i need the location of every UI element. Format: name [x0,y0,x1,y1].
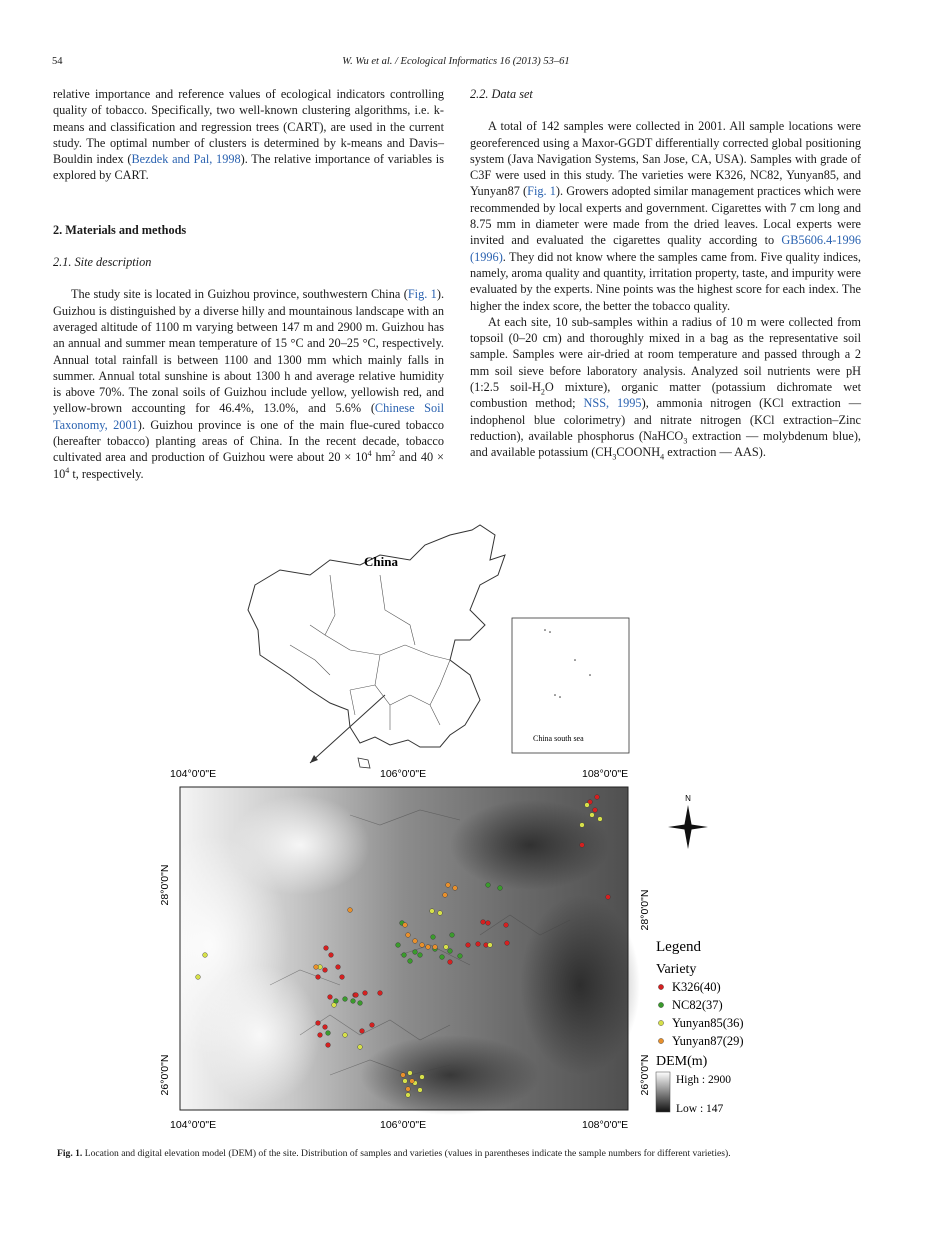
sample-point [358,1001,363,1006]
sample-point [598,817,603,822]
sample-point [326,1043,331,1048]
sample-point [498,886,503,891]
sample-point [430,909,435,914]
lon-label-bottom: 108°0'0"E [582,1119,629,1131]
journal-citation: W. Wu et al. / Ecological Informatics 16 (2013) 53–61 [342,56,570,67]
sample-point [332,1003,337,1008]
sample-point [406,1087,411,1092]
lat-label-right: 26°0'0"N [639,1054,651,1096]
sample-point [196,975,201,980]
sample-point [324,946,329,951]
sample-point [326,1031,331,1036]
dem-title: DEM(m) [656,1054,708,1069]
sample-point [348,908,353,913]
citation-link[interactable]: GB5606.4-1996 (1996) [470,233,861,264]
sample-point [446,883,451,888]
left-column [53,86,444,482]
sample-point [401,1073,406,1078]
sample-point [402,953,407,958]
sample-point [316,1021,321,1026]
sample-point [340,975,345,980]
sample-point [504,923,509,928]
sample-point [408,959,413,964]
legend-label: K326(40) [672,980,721,994]
sample-point [418,953,423,958]
sample-point [466,943,471,948]
variety-title: Variety [656,962,697,977]
sample-point [488,943,493,948]
data-set-paragraph: A total of 142 samples were collected in 2001. All sample locations were georeferenced using a Maxor-GGDT differentially corrected global positioning system (Java Navigation Systems, San Jose, CA, USA). Samples with grade of C3F were used in this study. The varieties were K326, NC82, Yunyan85, and Yunyan87 (Fig. 1). Growers adopted similar management practices which were recommended by local experts and government. Cigarettes with 7 cm long and 8.75 mm in diameter were made from the dried leaves. Local experts were invited and evaluated the cigarettes quality according to GB5606.4-1996 (1996). They did not know where the samples came from. Five quality indices, namely, aroma quality and quantity, irritation property, taste, and impurity were evaluated by the experts. Nine points was the highest score for each index. The higher the index score, the better the tobacco quality. [470,119,861,313]
sample-point [410,1079,415,1084]
figure-1-map [150,515,790,1140]
sample-point [406,1093,411,1098]
sample-point [505,941,510,946]
sample-point [343,1033,348,1038]
dem-high-label: High : 2900 [676,1074,731,1086]
dem-map [150,787,640,1115]
sample-point [450,933,455,938]
caption-text: Location and digital elevation model (DEM) of the site. Distribution of samples and varieties (values in parentheses indicate the sample numbers for different varieties). [82,1148,731,1159]
sample-point [420,1075,425,1080]
lon-label-top: 104°0'0"E [170,768,217,780]
right-column [470,86,861,461]
intro-paragraph: relative importance and reference values of ecological indicators controlling quality of tobacco. Specifically, two well-known clustering algorithms, i.e. k-means and classification and regression trees (CART), are used in the current study. The optimal number of clusters is determined by k-means and Davis–Bouldin index (Bezdek and Pal, 1998). The relative importance of variables is explored by CART. [53,87,444,183]
figure-label: Fig. 1. [57,1148,83,1159]
running-header [52,56,860,72]
figure-link[interactable]: Fig. 1 [527,184,556,199]
sample-point [360,1029,365,1034]
sample-point [486,883,491,888]
sample-point [431,935,436,940]
china-map [248,525,505,768]
sample-point [580,823,585,828]
citation-link[interactable]: Chinese Soil Taxonomy, 2001 [53,401,445,432]
sample-point [351,999,356,1004]
sample-point [343,997,348,1002]
sample-point [363,991,368,996]
sample-point [413,939,418,944]
legend-label: Yunyan87(29) [672,1034,744,1048]
sample-point [443,893,448,898]
lon-label-bottom: 106°0'0"E [380,1119,427,1131]
sample-point [318,1033,323,1038]
legend-label: NC82(37) [672,998,723,1012]
sample-point [590,813,595,818]
sample-point [314,965,319,970]
dem-low-label: Low : 147 [676,1103,724,1115]
sample-point [403,923,408,928]
legend-marker [658,984,663,989]
sample-point [481,920,486,925]
citation-link[interactable]: Bezdek and Pal, 1998 [131,152,241,167]
sample-point [420,943,425,948]
dem-color-ramp [656,1072,670,1112]
south-sea-inset [512,618,629,753]
sample-point [358,1045,363,1050]
sample-point [323,1025,328,1030]
sample-point [329,953,334,958]
sample-point [354,993,359,998]
sample-point [458,954,463,959]
lon-label-top: 108°0'0"E [582,768,629,780]
subsection-title: 2.2. Data set [470,87,533,101]
legend-label: Yunyan85(36) [672,1016,744,1030]
legend-title: Legend [656,939,701,955]
sample-point [396,943,401,948]
sample-point [336,965,341,970]
figure-link[interactable]: Fig. 1 [407,287,437,302]
map-legend [656,939,744,1115]
sample-point [606,895,611,900]
sample-point [406,933,411,938]
sample-point [593,808,598,813]
sample-point [403,1079,408,1084]
sample-point [378,991,383,996]
sample-point [203,953,208,958]
sample-point [370,1023,375,1028]
sample-point [595,795,600,800]
legend-marker [658,1020,663,1025]
china-label: China [364,554,398,569]
page-number: 54 [52,56,63,67]
lon-label-top: 106°0'0"E [380,768,427,780]
north-arrow-icon [668,794,708,849]
sample-point [438,911,443,916]
lat-label-left: 28°0'0"N [159,864,171,906]
legend-marker [658,1002,663,1007]
sample-point [316,975,321,980]
sample-point [476,942,481,947]
sample-point [444,945,449,950]
sample-point [323,968,328,973]
subsection-title: 2.1. Site description [53,255,152,270]
figure-caption [57,1147,867,1160]
section-title: 2. Materials and methods [53,222,187,237]
legend-marker [658,1038,663,1043]
sample-point [426,945,431,950]
sample-point [448,960,453,965]
sample-point [585,803,590,808]
sample-point [486,921,491,926]
svg-text:N: N [685,794,691,803]
lon-label-bottom: 104°0'0"E [170,1119,217,1131]
soil-sampling-paragraph: At each site, 10 sub-samples within a radius of 10 m were collected from topsoil (0–20 cm) and thoroughly mixed in a bag as the representative soil sample. Samples were air-dried at room temperature and passed through a 2 mm soil sieve before laboratory analysis. Analyzed soil nutrients were pH (1:2.5 soil-$H_2O$ mixture), organic matter (potassium dichromate wet combustion method; NSS, 1995), ammonia nitrogen (KCl extraction — indophenol blue colorimetry) and nitrate nitrogen (KCl extraction–Zinc reduction), available phosphorus (NaHCO$_3$ extraction — molybdenum blue), and available potassium ($CH_3COONH_4$ extraction — AAS). [470,314,861,462]
citation-link[interactable]: NSS, 1995 [583,396,642,411]
sample-point [448,949,453,954]
sample-point [408,1071,413,1076]
site-description-paragraph: The study site is located in Guizhou province, southwestern China (Fig. 1). Guizhou is distinguished by a diverse hilly and mountainous landscape with an averaged altitude of 1100 m varying between 147 m and 2900 m. Guizhou has an annual and summer mean temperature of 15 °C and 20–25 °C, respectively. Annual total rainfall is between 1100 and 1300 mm which mainly falls in summer. Annual total sunshine is about 1300 h and average relative humidity is above 70%. The zonal soils of Guizhou include yellow, yellowish red, and yellow-brown accounting for 46.4%, 13.0%, and 5.6% (Chinese Soil Taxonomy, 2001). Guizhou province is one of the main flue-cured tobacco (hereafter tobacco) planting areas of China. In the recent decade, tobacco cultivated area and production of Guizhou were about $20 \times 10^4$ $hm^2$ and $40 \times 10^4$ t, respectively. [53,287,445,481]
sample-point [580,843,585,848]
sample-point [433,945,438,950]
lat-label-right: 28°0'0"N [639,889,651,931]
sample-point [413,950,418,955]
sample-point [453,886,458,891]
lat-label-left: 26°0'0"N [159,1054,171,1096]
inset-label: China south sea [533,734,584,743]
sample-point [418,1088,423,1093]
sample-point [440,955,445,960]
sample-point [328,995,333,1000]
